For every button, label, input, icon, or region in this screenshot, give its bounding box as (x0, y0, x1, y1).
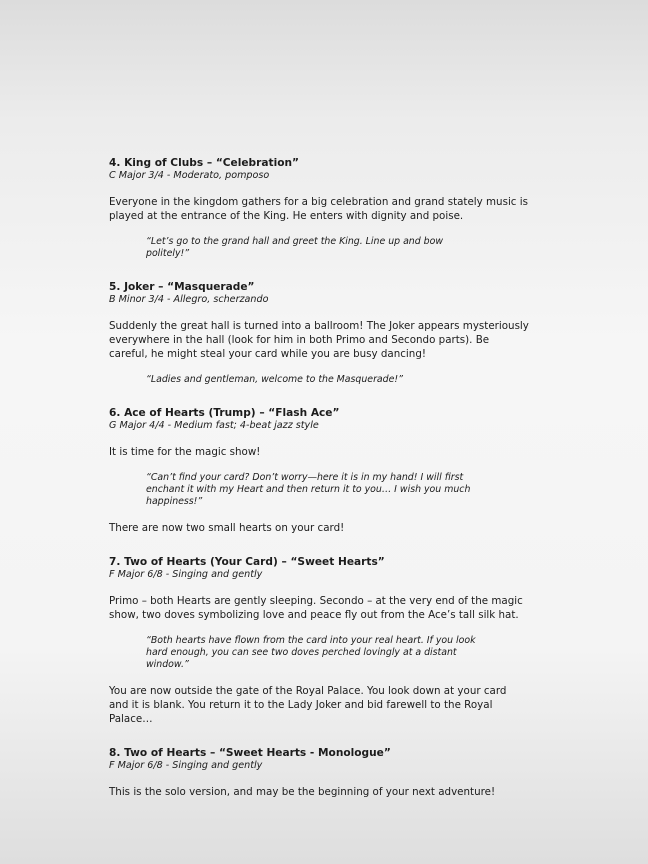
section-two-of-hearts-your-card (109, 556, 529, 726)
section-quote: “Both hearts have flown from the card into your real heart. If you look hard enough, you can see two doves perched lovingly at a distant window.” (146, 635, 476, 670)
section-paragraph: Suddenly the great hall is turned into a ballroom! The Joker appears mysteriously everywhere in the hall (look for him in both Primo and Secondo parts). Be careful, he might steal your card while you are busy dancing! (109, 320, 529, 360)
section-joker (109, 281, 529, 386)
section-paragraph: Primo – both Hearts are gently sleeping. Secondo – at the very end of the magic show, two doves symbolizing love and peace fly out from the Ace’s tall silk hat. (109, 595, 523, 621)
section-paragraph: It is time for the magic show! (109, 446, 261, 458)
section-two-of-hearts-monologue (109, 747, 529, 799)
section-subtitle: G Major 4/4 - Medium fast; 4-beat jazz style (109, 420, 319, 431)
section-paragraph: Everyone in the kingdom gathers for a big celebration and grand stately music is played at the entrance of the King. He enters with dignity and poise. (109, 196, 528, 222)
section-subtitle: B Minor 3/4 - Allegro, scherzando (109, 294, 269, 305)
section-paragraph: This is the solo version, and may be the beginning of your next adventure! (109, 786, 496, 798)
section-heading: 8. Two of Hearts – “Sweet Hearts - Monologue” (109, 747, 391, 759)
section-subtitle: F Major 6/8 - Singing and gently (109, 569, 263, 580)
section-quote: “Let’s go to the grand hall and greet the King. Line up and bow politely!” (146, 236, 444, 259)
section-paragraph: You are now outside the gate of the Royal Palace. You look down at your card and it is blank. You return it to the Lady Joker and bid farewell to the Royal Palace… (109, 685, 507, 725)
section-subtitle: C Major 3/4 - Moderato, pomposo (109, 170, 270, 181)
section-quote: “Can’t find your card? Don’t worry—here it is in my hand! I will first enchant it with my Heart and then return it to you… I wish you much happiness!” (146, 472, 471, 507)
section-subtitle: F Major 6/8 - Singing and gently (109, 760, 263, 771)
section-paragraph: There are now two small hearts on your card! (109, 522, 345, 534)
section-king-of-clubs (109, 157, 529, 260)
section-quote: “Ladies and gentleman, welcome to the Masquerade!” (146, 374, 403, 385)
section-heading: 7. Two of Hearts (Your Card) – “Sweet Hearts” (109, 556, 385, 568)
section-heading: 5. Joker – “Masquerade” (109, 281, 255, 293)
program-notes-page (109, 157, 529, 820)
section-ace-of-hearts (109, 407, 529, 535)
section-heading: 4. King of Clubs – “Celebration” (109, 157, 299, 169)
section-heading: 6. Ace of Hearts (Trump) – “Flash Ace” (109, 407, 340, 419)
